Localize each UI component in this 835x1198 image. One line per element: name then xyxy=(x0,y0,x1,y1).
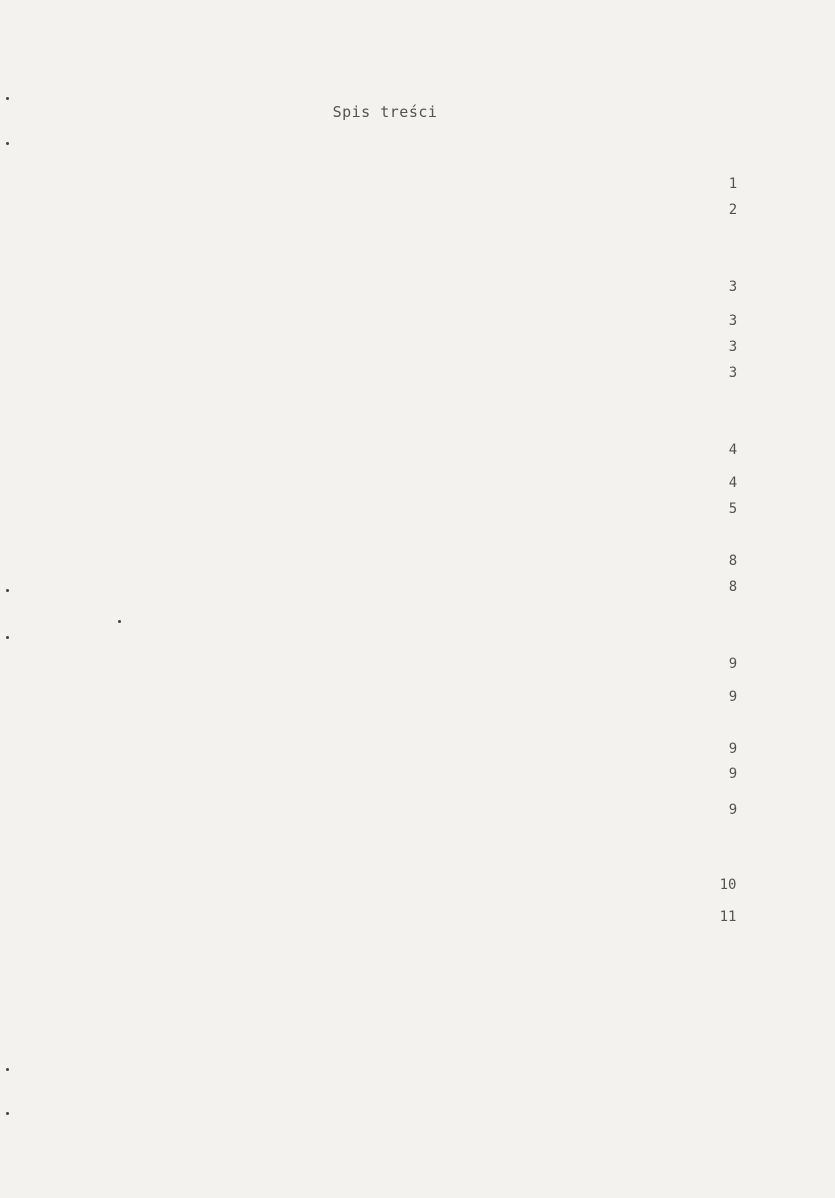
margin-mark xyxy=(6,1068,9,1071)
toc-page-number: 5 xyxy=(728,501,738,517)
page-title: Spis treści xyxy=(332,103,438,121)
toc-page-number: 10 xyxy=(719,877,737,893)
margin-mark xyxy=(6,589,9,592)
toc-page-number: 9 xyxy=(728,656,738,672)
toc-page-number: 4 xyxy=(728,442,738,458)
margin-mark xyxy=(6,142,9,145)
margin-mark xyxy=(6,636,9,639)
toc-page-number: 8 xyxy=(728,553,738,569)
margin-mark xyxy=(118,620,121,623)
toc-page-number: 2 xyxy=(728,202,738,218)
toc-page-number: 3 xyxy=(728,365,738,381)
toc-page-number: 3 xyxy=(728,279,738,295)
toc-page-number: 11 xyxy=(719,909,737,925)
toc-page-number: 9 xyxy=(728,689,738,705)
margin-mark xyxy=(6,97,9,100)
toc-page-number: 9 xyxy=(728,741,738,757)
toc-page-number: 3 xyxy=(728,313,738,329)
toc-page-number: 9 xyxy=(728,766,738,782)
toc-page-number: 8 xyxy=(728,579,738,595)
toc-page-number: 1 xyxy=(728,176,738,192)
toc-page-number: 9 xyxy=(728,802,738,818)
toc-page-number: 3 xyxy=(728,339,738,355)
toc-page-number: 4 xyxy=(728,475,738,491)
margin-mark xyxy=(6,1112,9,1115)
